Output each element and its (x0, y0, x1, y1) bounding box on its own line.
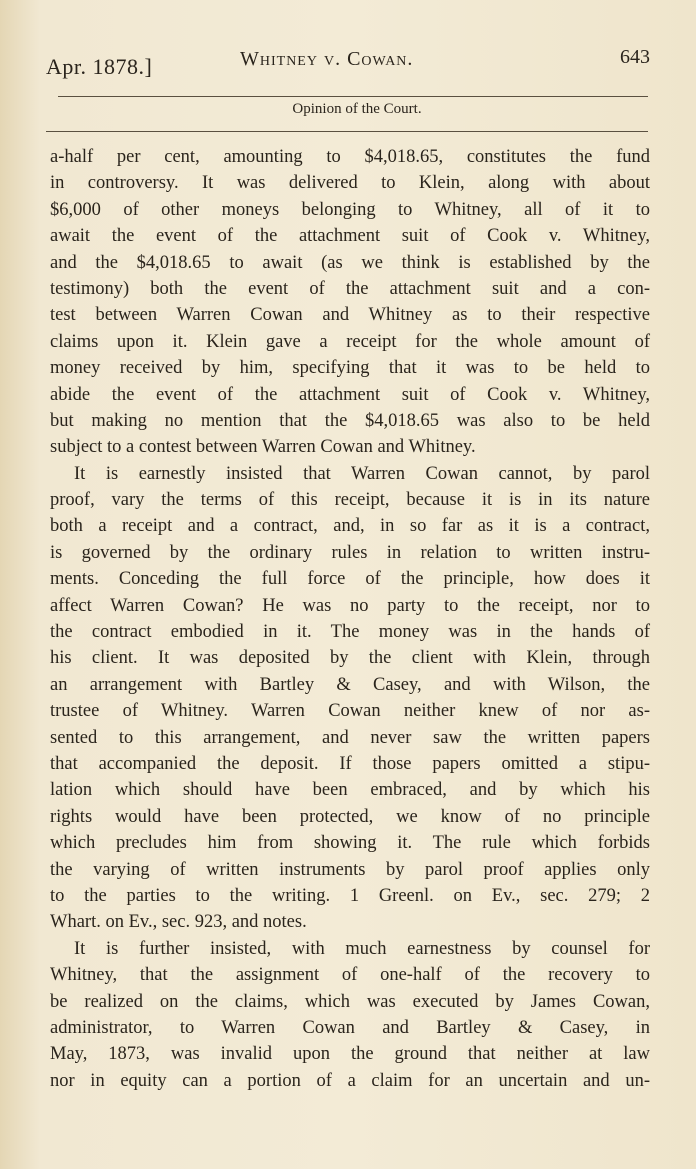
text-line: abide the event of the attachment suit of Cook v. Whitney, (50, 384, 650, 405)
text-line: subject to a contest between Warren Cowan and Whitney. (50, 437, 476, 458)
text-line: and the $4,018.65 to await (as we think is established by the (50, 252, 650, 273)
page-number: 643 (620, 46, 650, 68)
text-line: May, 1873, was invalid upon the ground that neither at law (50, 1044, 650, 1065)
text-line: both a receipt and a contract, and, in so far as it is a contract, (50, 516, 650, 537)
text-line: a-half per cent, amounting to $4,018.65, constitutes the fund (50, 147, 650, 167)
text-line: the contract embodied in it. The money was in the hands of (50, 622, 650, 643)
text-line: but making no mention that the $4,018.65 was also to be held (50, 410, 650, 431)
text-line: which precludes him from showing it. The rule which forbids (50, 833, 650, 854)
text-line: test between Warren Cowan and Whitney as to their respective (50, 305, 650, 326)
text-line: lation which should have been embraced, and by which his (50, 780, 650, 801)
text-line: await the event of the attachment suit of Cook v. Whitney, (50, 226, 650, 247)
text-line: an arrangement with Bartley & Casey, and with Wilson, the (50, 674, 650, 695)
header-date: Apr. 1878.] (46, 54, 153, 79)
text-line: be realized on the claims, which was executed by James Cowan, (50, 991, 650, 1012)
text-line: It is earnestly insisted that Warren Cowan cannot, by parol (74, 463, 650, 484)
text-line: trustee of Whitney. Warren Cowan neither knew of nor as- (50, 701, 650, 722)
text-line: Whitney, that the assignment of one-half of the recovery to (50, 965, 650, 986)
text-line: ments. Conceding the full force of the principle, how does it (50, 569, 650, 590)
text-line: the varying of written instruments by parol proof applies only (50, 859, 650, 880)
text-line: administrator, to Warren Cowan and Bartley & Casey, in (50, 1017, 650, 1038)
text-line: proof, vary the terms of this receipt, because it is in its nature (50, 490, 650, 511)
text-line: in controversy. It was delivered to Klein, along with about (50, 173, 650, 194)
header-case-title: Whitney v. Cowan. (240, 48, 414, 70)
text-line: rights would have been protected, we know of no principle (50, 806, 650, 827)
text-line: is governed by the ordinary rules in relation to written instru- (50, 542, 650, 563)
text-line: nor in equity can a portion of a claim for an uncertain and un- (50, 1070, 650, 1091)
text-line: affect Warren Cowan? He was no party to the receipt, nor to (50, 595, 650, 616)
text-line: testimony) both the event of the attachment suit and a con- (50, 278, 650, 299)
text-line: sented to this arrangement, and never saw the written papers (50, 727, 650, 748)
text-line: claims upon it. Klein gave a receipt for the whole amount of (50, 331, 650, 352)
text-line: to the parties to the writing. 1 Greenl. on Ev., sec. 279; 2 (50, 885, 650, 906)
text-line: Whart. on Ev., sec. 923, and notes. (50, 912, 307, 933)
opinion-text (50, 144, 650, 1094)
header-rule-top (58, 96, 648, 97)
header-rule-bottom (46, 131, 648, 132)
opinion-subheader: Opinion of the Court. (292, 101, 422, 117)
running-header (46, 44, 650, 80)
text-line: $6,000 of other moneys belonging to Whitney, all of it to (50, 199, 650, 220)
text-line: his client. It was deposited by the client with Klein, through (50, 648, 650, 669)
text-line: It is further insisted, with much earnestness by counsel for (74, 938, 650, 959)
text-line: money received by him, specifying that it was to be held to (50, 358, 650, 379)
text-line: that accompanied the deposit. If those papers omitted a stipu- (50, 753, 650, 774)
